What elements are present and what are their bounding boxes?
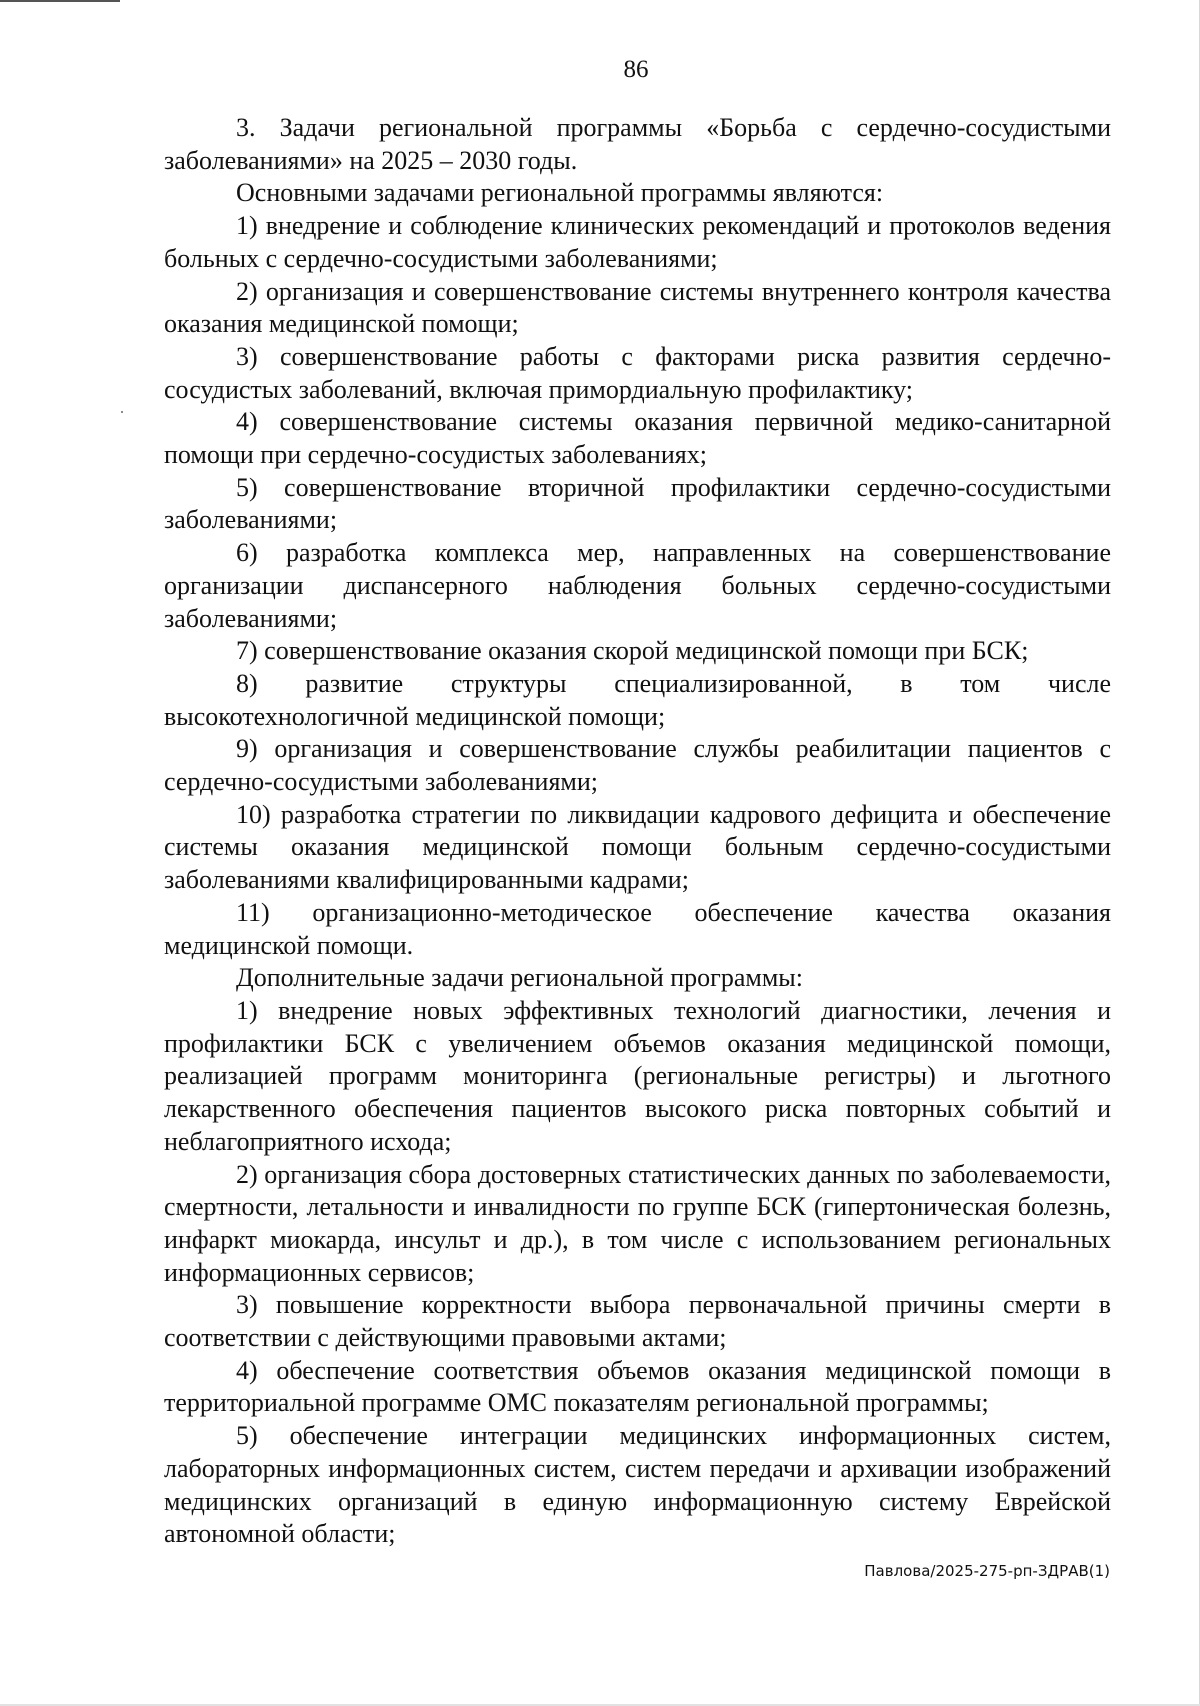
document-body [164,112,1111,1551]
main-task-item: 1) внедрение и соблюдение клинических рекомендаций и протоколов ведения больных с сердечно-сосудистыми заболеваниями; [164,211,1111,273]
scan-speck [121,411,123,413]
main-task-item: 6) разработка комплекса мер, направленных на совершенствование организации диспансерного наблюдения больных сердечно-сосудистыми заболеваниями; [164,538,1111,633]
additional-task-item: 5) обеспечение интеграции медицинских информационных систем, лабораторных информационных систем, систем передачи и архивации изображений медицинских организаций в единую информационную систему Еврейской автономной области; [164,1421,1111,1549]
main-task-item: 3) совершенствование работы с факторами риска развития сердечно-сосудистых заболеваний, включая примордиальную профилактику; [164,341,1111,404]
main-task-item: 2) организация и совершенствование системы внутреннего контроля качества оказания медицинской помощи; [164,276,1111,339]
additional-task-item: 2) организация сбора достоверных статистических данных по заболеваемости, смертности, летальности и инвалидности по группе БСК (гипертоническая болезнь, инфаркт миокарда, инсульт и др.), в том числе с использованием региональных информационных сервисов; [164,1159,1111,1287]
additional-tasks-intro: Дополнительные задачи региональной программы: [236,963,803,993]
scan-edge-top [0,0,120,2]
additional-task-item: 4) обеспечение соответствия объемов оказания медицинской помощи в территориальной программе ОМС показателям региональной программы; [164,1355,1111,1418]
main-task-item: 7) совершенствование оказания скорой медицинской помощи при БСК; [236,636,1029,666]
main-tasks-intro: Основными задачами региональной программы являются: [236,178,884,208]
main-task-item: 10) разработка стратегии по ликвидации кадрового дефицита и обеспечение системы оказания медицинской помощи больным сердечно-сосудистыми заболеваниями квалифицированными кадрами; [164,799,1111,895]
additional-task-item: 3) повышение корректности выбора первоначальной причины смерти в соответствии с действующими правовыми актами; [164,1290,1111,1353]
main-task-item: 8) развитие структуры специализированной, в том числе высокотехнологичной медицинской помощи; [164,668,1111,731]
main-task-item: 4) совершенствование системы оказания первичной медико-санитарной помощи при сердечно-сосудистых заболеваниях; [164,407,1111,470]
section-heading-paragraph: 3. Задачи региональной программы «Борьба с сердечно-сосудистыми заболеваниями» на 2025 – 2030 годы. [164,113,1111,175]
document-footer-code: Павлова/2025-275-рп-ЗДРАВ(1) [864,1562,1110,1580]
page-number: 86 [623,56,649,83]
main-task-item: 5) совершенствование вторичной профилактики сердечно-сосудистыми заболеваниями; [164,472,1111,535]
main-task-item: 11) организационно-методическое обеспечение качества оказания медицинской помощи. [164,897,1111,960]
main-task-item: 9) организация и совершенствование службы реабилитации пациентов с сердечно-сосудистыми заболеваниями; [164,734,1111,797]
additional-task-item: 1) внедрение новых эффективных технологий диагностики, лечения и профилактики БСК с увеличением объемов оказания медицинской помощи, реализацией программ мониторинга (региональные регистры) и льготного лекарственного обеспечения пациентов высокого риска повторных событий и неблагоприятного исхода; [164,995,1111,1156]
